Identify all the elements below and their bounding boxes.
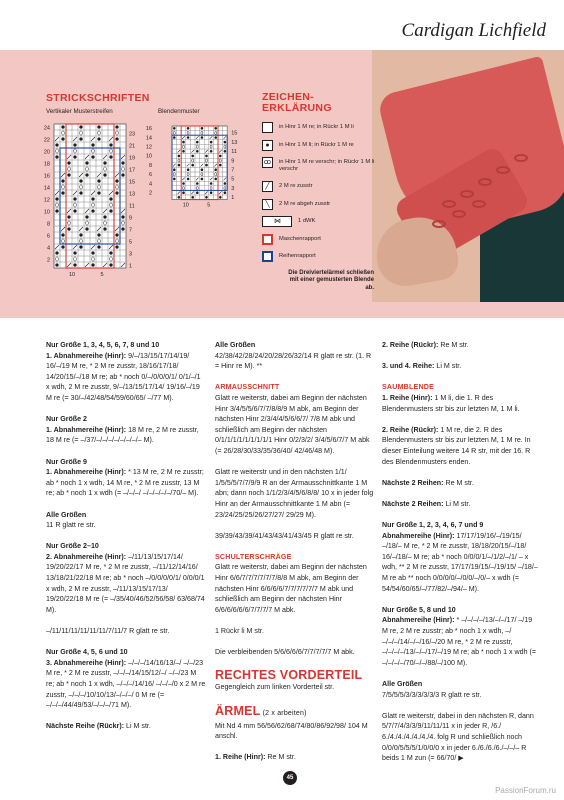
instructions-column-2 [215, 340, 375, 774]
purl-dot [97, 137, 100, 140]
purl-dot [55, 143, 58, 146]
row-label: 2 [46, 257, 50, 264]
symbol-legend [262, 122, 392, 269]
row-label: 14 [43, 185, 50, 192]
instruction-paragraph: Nächste 2 Reihen: Re M str. [382, 478, 474, 487]
purl-dot [178, 196, 181, 199]
row-label: 5 [129, 239, 133, 246]
row-label: 18 [43, 161, 50, 168]
instruction-paragraph: Nächste 2 Reihen: Li M str. [382, 499, 471, 508]
instruction-paragraph: 2. Reihe (Rückr): Re M str. [382, 341, 469, 349]
instructions-column-3 [382, 340, 540, 774]
row-label: 17 [129, 167, 136, 174]
vertical-pattern-chart [40, 118, 152, 278]
photo-caption: Die Dreiviertelärmel schließen mit einer gemusterten Blende ab. [288, 270, 374, 291]
purl-dot [187, 178, 190, 181]
purl-dot [210, 191, 213, 194]
instruction-paragraph: 1. Abnahmereihe (Hinr): 18 M re, 2 M re zusstr, 18 M re (= –/37/–/–/–/–/–/–/–/– M). [46, 425, 199, 445]
row-label: 9 [231, 158, 235, 165]
row-label: 14 [145, 135, 152, 142]
double-wrap-icon: ⋈ [262, 216, 292, 227]
purl-dot [61, 233, 64, 236]
purl-dot [121, 215, 124, 218]
purl-dot [67, 215, 70, 218]
purl-dot [61, 179, 64, 182]
purl-dot [61, 191, 64, 194]
section-subheading: SCHULTERSCHRÄGE [215, 552, 292, 561]
instruction-paragraph: Glatt re weiterstr, dabei am Beginn der nächsten Hinr 3/4/5/5/6/7/7/8/8/9 M abk, am Beginn der nächsten Hinr 2/3/4/4/5/6/6/7/ 7/8 M abk und schließlich am Beginn der nächsten 0/1/1/1/1/1/1/1/1/1 Hinr 0/2/3/2/ 3/4/5/6/7/7 M abk (= 26/28/30/33/35/36/40/ 42/46/48 M). [215, 393, 370, 455]
instruction-paragraph: Alle Größen [382, 680, 423, 688]
purl-dot [201, 168, 204, 171]
instruction-paragraph: 11 R glatt re str. [46, 521, 96, 530]
purl-dot [61, 245, 64, 248]
purl-dot [61, 137, 64, 140]
k2tog-icon: ╱ [262, 181, 273, 192]
row-label: 12 [145, 144, 152, 151]
purl-dot [115, 179, 118, 182]
purl-dot [187, 136, 190, 139]
purl-dot [85, 161, 88, 164]
instruction-paragraph: 1 Rückr li M str. [215, 627, 264, 636]
row-label: 7 [231, 167, 235, 174]
legend-item: ꝏ in Hinr 1 M re verschr; in Rückr 1 M li verschr [263, 159, 375, 172]
row-label: 20 [43, 149, 50, 156]
row-label: 12 [43, 197, 50, 204]
purl-dot [224, 150, 227, 153]
row-label: 21 [129, 143, 136, 150]
section-subheading: SAUMBLENDE [382, 383, 435, 392]
legend-heading: ZEICHEN- ERKLÄRUNG [262, 91, 332, 114]
purl-dot [173, 127, 176, 130]
purl-dot [79, 179, 82, 182]
purl-dot [210, 150, 213, 153]
purl-dot [214, 168, 217, 171]
instruction-paragraph: 1. Abnahmereihe (Hinr): 9/–/13/15/17/14/19/ 16/–/19 M re, * 2 M re zusstr, 18/16/17/18/ 14/20/15/–/18 M re; ab * noch 0/–/0/0/0/1/ 0/1/–/1 x wdh, 2 M re zusstr, 9/–/13/15/17/14/ 19/16/–/19 M re (= 30/–/42/48/54/59/60/65/ –/77 M). [46, 351, 201, 402]
row-label: 1 [231, 195, 235, 202]
row-label: 16 [145, 126, 152, 133]
purl-dot [55, 197, 58, 200]
purl-dot [79, 125, 82, 128]
purl-dot [91, 251, 94, 254]
row-label: 10 [145, 153, 152, 160]
ssk-icon: ╲ [262, 199, 273, 210]
legend-item: ⋈ 1 dWK [262, 216, 392, 234]
purl-dot [103, 173, 106, 176]
row-label: 3 [129, 251, 133, 258]
row-label: 6 [46, 233, 50, 240]
purl-dot [73, 251, 76, 254]
purl-dot [79, 191, 82, 194]
purl-dot [214, 127, 217, 130]
purl-dot [73, 263, 76, 266]
row-label: 10 [43, 209, 50, 216]
row-label: 19 [129, 155, 136, 162]
purl-dot [73, 143, 76, 146]
purl-symbol-icon: ● [262, 140, 273, 151]
instruction-paragraph: Nur Größe 4, 5, 6 und 10 [46, 648, 128, 657]
purl-dot [109, 155, 112, 158]
column-label: 10 [68, 272, 76, 278]
purl-dot [121, 173, 124, 176]
instruction-paragraph: 3. Abnahmereihe (Hinr): –/–/–/14/16/13/–/ –/–/23 M re, * 2 M re zusstr, –/–/–/14/15/12/–/ –/–/23 M re; ab * noch 1 x wdh, –/–/–/14/16/ –/–/–/0 x 2 M re zusstr, –/–/–/10/10/13/–/–/–/ 0 M re (= –/–/–/44/49/53/–/–/–/71 M). [46, 658, 206, 710]
purl-dot [91, 197, 94, 200]
instruction-paragraph: 39/39/43/39/41/43/43/41/43/45 R glatt re str. [215, 531, 354, 540]
purl-dot [55, 209, 58, 212]
purl-dot [85, 173, 88, 176]
purl-dot [191, 196, 194, 199]
charts-heading: STRICKSCHRIFTEN [46, 92, 150, 104]
purl-dot [115, 245, 118, 248]
row-label: 4 [148, 181, 152, 188]
twisted-stitch-icon: ꝏ [263, 159, 272, 166]
purl-dot [173, 178, 176, 181]
row-label: 22 [43, 137, 50, 144]
row-label: 2 [148, 190, 152, 197]
purl-dot [91, 143, 94, 146]
purl-dot [55, 263, 58, 266]
instruction-paragraph: Abnahmereihe (Hinr): * –/–/–/–/13/–/–/17/ –/19 M re, 2 M re zusstr; ab * noch 1 x wdh, –/ –/–/–/14/–/–/16/–/20 M re, * 2 M re zusstr, –/–/–/–/13/–/–/17/–/19 M re; ab * noch 1 x wdh (= –/–/–/–/70/–/–/88/–/100 M). [382, 616, 536, 667]
instruction-paragraph: 1. Reihe (Hinr): 1 M li, die 1. R des Blendenmusters str bis zur letzten M, 1 M li. [382, 393, 520, 413]
instruction-paragraph: Alle Größen [46, 510, 87, 519]
purl-dot [67, 161, 70, 164]
instruction-paragraph: Nur Größe 2 [46, 415, 87, 424]
row-label: 24 [43, 125, 50, 132]
instruction-paragraph: 7/5/5/5/3/3/3/3/3/3 R glatt re str. [382, 690, 482, 699]
border-pattern-grid [140, 122, 256, 208]
row-repeat-icon [262, 251, 273, 262]
purl-dot [55, 155, 58, 158]
purl-dot [103, 227, 106, 230]
row-label: 7 [129, 227, 133, 234]
section-subheading: ARMAUSSCHNITT [215, 383, 280, 392]
purl-dot [205, 164, 208, 167]
instruction-paragraph: 42/38/42/28/24/20/28/26/32/14 R glatt re str. (1. R = Hinr re M). ** [215, 351, 372, 371]
instruction-paragraph: Gegengleich zum linken Vorderteil str. [215, 683, 335, 692]
row-label: 1 [129, 263, 133, 270]
purl-dot [182, 182, 185, 185]
instructions-column-1 [46, 340, 206, 743]
purl-dot [79, 137, 82, 140]
purl-dot [201, 136, 204, 139]
legend-item: ╲ 2 M re abgeh zusstr [262, 199, 392, 217]
row-label: 5 [231, 176, 235, 183]
legend-item: Maschenrapport [262, 234, 392, 252]
column-label: 5 [207, 202, 211, 208]
row-label: 16 [43, 173, 50, 180]
row-label: 15 [231, 130, 238, 137]
column-label: 5 [100, 272, 104, 278]
instruction-paragraph: Die verbleibenden 5/6/6/6/6/7/7/7/7/7 M abk. [215, 648, 355, 657]
row-label: 23 [129, 131, 136, 138]
instruction-paragraph: Nur Größe 9 [46, 457, 87, 466]
purl-dot [224, 182, 227, 185]
instruction-paragraph: Abnahmereihe (Hinr): 17/17/19/16/–/19/15/ –/18/– M re, * 2 M re zusstr, 18/18/20/15/–/18/ 16/–/18/– M re; ab * noch 0/0/0/1/–/1/2/–/1/ – x wdh, ** 2 M re zusstr, 17/17/19/15/–/19/15/ –/18/– M re ab ** noch 0/0/0/0/–/0/0/–/0/– x wdh (= 54/54/60/65/–/77/82/–/94/– M). [382, 531, 538, 593]
instruction-paragraph: Glatt re weiterstr, dabei am Beginn der nächsten Hinr 6/6/7/7/7/7/7/7/8/8 M abk, am Beginn der nächsten Hinr 6/6/6/6/7/7/7/7/7/7 M abk und schließlich am Beginn der nächsten Hinr 6/6/6/6/6/6/7/7/7/7 M abk. [215, 563, 367, 614]
row-label: 8 [148, 162, 152, 169]
purl-dot [191, 155, 194, 158]
purl-dot [115, 137, 118, 140]
row-label: 13 [129, 191, 136, 198]
purl-dot [103, 215, 106, 218]
purl-dot [79, 245, 82, 248]
instruction-paragraph: 2. Abnahmereihe (Hinr): –/11/13/15/17/14/ 19/20/22/17 M re, * 2 M re zusstr, –/11/12/14/16/ 13/18/21/22/18 M re; ab * noch –/0/0/0/0/1/ 0/0/0/1 x wdh, 2 M re zusstr, –/11/13/15/17/13/ 19/20/22/18 M re (= –/35/40/46/52/56/58/ 63/68/74 M). [46, 552, 205, 614]
purl-dot [109, 251, 112, 254]
purl-dot [103, 161, 106, 164]
row-label: 4 [46, 245, 50, 252]
purl-dot [182, 141, 185, 144]
purl-dot [219, 155, 222, 158]
purl-dot [91, 209, 94, 212]
purl-dot [187, 127, 190, 130]
instruction-paragraph: 1. Abnahmereihe (Hinr): * 13 M re, 2 M re zusstr; ab * noch 1 x wdh, 14 M re, * 2 M re zusstr, 13 M re; ab * noch 1 x wdh (= –/–/–/ –/–/–/–/–/70/– M). [46, 468, 204, 498]
section-heading: RECHTES VORDERTEIL [215, 668, 363, 683]
legend-item: in Hinr 1 M re; in Rückr 1 M li [262, 122, 392, 140]
purl-dot [85, 227, 88, 230]
right-chart-caption: Blendenmuster [158, 108, 200, 115]
instruction-paragraph: Glatt re weiterstr, dabei in den nächsten R, dann 5/7/7/4/3/3/9/11/11/11 x in jeder R, /6./ 6./4./4./4./4./4./4. folg R und schließlich noch 0/0/0/5/5/5/1/0/0/0 x in jeder 6./6./6./6./–/–/– R beids 1 M zun (= 66/70/ ▶ [382, 711, 534, 763]
purl-dot [196, 191, 199, 194]
purl-dot [205, 155, 208, 158]
row-label: 3 [231, 185, 235, 192]
purl-dot [55, 251, 58, 254]
purl-dot [79, 233, 82, 236]
watermark: PassionForum.ru [495, 786, 556, 795]
purl-dot [73, 197, 76, 200]
purl-dot [224, 191, 227, 194]
purl-dot [196, 182, 199, 185]
legend-item: ╱ 2 M re zusstr [262, 181, 392, 199]
column-label: 10 [182, 202, 189, 208]
purl-dot [115, 125, 118, 128]
left-chart-caption: Vertikaler Musterstreifen [46, 108, 113, 115]
purl-dot [219, 164, 222, 167]
purl-dot [173, 136, 176, 139]
purl-dot [85, 215, 88, 218]
border-pattern-chart [140, 122, 256, 208]
instruction-paragraph: 1. Reihe (Hinr): Re M str. [215, 753, 296, 762]
page-number: 45 [283, 771, 297, 785]
instruction-paragraph: Nur Größe 2–10 [46, 542, 99, 551]
sleeve-photo [372, 50, 564, 302]
purl-dot [115, 191, 118, 194]
purl-dot [210, 141, 213, 144]
instruction-paragraph: 3. und 4. Reihe: Li M str. [382, 362, 462, 371]
purl-dot [97, 125, 100, 128]
purl-dot [73, 209, 76, 212]
legend-item: Reihenrapport [262, 251, 392, 269]
row-label: 8 [46, 221, 50, 228]
row-label: 9 [129, 215, 133, 222]
purl-dot [67, 173, 70, 176]
section-heading: ÄRMEL (2 x arbeiten) [215, 703, 307, 718]
purl-dot [109, 197, 112, 200]
purl-dot [97, 233, 100, 236]
instruction-paragraph: Nur Größe 1, 3, 4, 5, 6, 7, 8 und 10 [46, 341, 160, 349]
purl-dot [187, 168, 190, 171]
purl-dot [191, 164, 194, 167]
purl-dot [73, 155, 76, 158]
purl-dot [182, 150, 185, 153]
instruction-paragraph: Glatt re weiterstr und in den nächsten 1/1/ 1/5/5/5/7/7/9/9 R an der Armausschnittkante 1 M abn; dann noch 1/1/2/3/4/5/6/8/8/ 10 x in jeder folg Hinr an der Armausschnittkante 1 M abn (= 23/24/25/25/26/27/27/ 29/29 M). [215, 468, 374, 519]
purl-dot [178, 155, 181, 158]
instruction-paragraph: Mit Nd 4 mm 56/56/62/68/74/80/86/92/98/ 104 M anschl. [215, 721, 368, 741]
row-label: 11 [129, 203, 135, 210]
row-label: 11 [231, 149, 237, 156]
purl-dot [182, 191, 185, 194]
purl-dot [97, 191, 100, 194]
purl-dot [224, 141, 227, 144]
row-label: 13 [231, 139, 238, 146]
purl-dot [196, 150, 199, 153]
purl-dot [109, 143, 112, 146]
instruction-paragraph: Nur Größe 1, 2, 3, 4, 6, 7 und 9 [382, 521, 484, 530]
purl-dot [121, 227, 124, 230]
instruction-paragraph: Nächste Reihe (Rückr): Li M str. [46, 722, 151, 731]
knit-symbol-icon [262, 122, 273, 133]
purl-dot [121, 161, 124, 164]
purl-dot [219, 196, 222, 199]
purl-dot [109, 209, 112, 212]
purl-dot [210, 182, 213, 185]
purl-dot [201, 178, 204, 181]
row-label: 15 [129, 179, 136, 186]
vertical-pattern-grid [40, 118, 152, 278]
purl-dot [91, 263, 94, 266]
instruction-paragraph: Alle Größen [215, 341, 256, 349]
legend-item: ● in Hinr 1 M li; in Rückr 1 M re [262, 140, 392, 158]
instruction-paragraph: Nur Größe 5, 8 und 10 [382, 605, 456, 614]
page-title: Cardigan Lichfield [401, 20, 546, 41]
purl-dot [97, 245, 100, 248]
purl-dot [91, 155, 94, 158]
instruction-paragraph: –/11/11/11/11/11/11/7/11/7 R glatt re str. [46, 627, 170, 636]
purl-dot [196, 141, 199, 144]
purl-dot [214, 178, 217, 181]
purl-dot [109, 263, 112, 266]
purl-dot [205, 196, 208, 199]
purl-dot [115, 233, 118, 236]
instruction-paragraph: 2. Reihe (Rückr): 1 M re, die 2. R des Blendenmusters str bis zur letzten M, 1 M re. In dieser Einteilung weitere 14 R str, mit der 16. R des Blendenmusters enden. [382, 425, 531, 466]
purl-dot [97, 179, 100, 182]
title-bar [0, 0, 564, 50]
purl-dot [67, 227, 70, 230]
purl-dot [201, 127, 204, 130]
purl-dot [61, 125, 64, 128]
purl-dot [214, 136, 217, 139]
stitch-repeat-icon [262, 234, 273, 245]
purl-dot [178, 164, 181, 167]
purl-dot [173, 168, 176, 171]
row-label: 6 [148, 172, 152, 179]
